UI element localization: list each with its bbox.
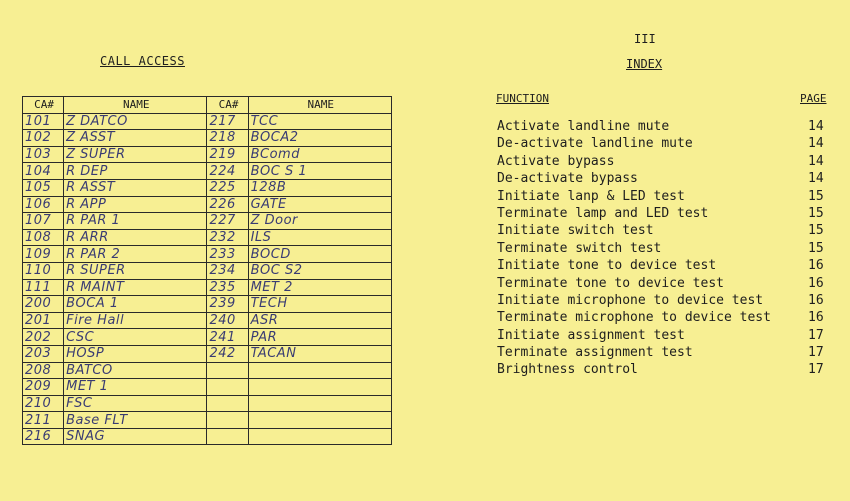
name-cell: R DEP [64,163,207,180]
header-ca-1: CA# [23,97,64,114]
index-function: Activate bypass [497,153,615,169]
ca-number-cell: 227 [207,213,248,230]
header-name-1: NAME [64,97,207,114]
name-cell: BOC S2 [248,262,391,279]
ca-number-cell: 216 [23,428,64,445]
name-cell: Z ASST [64,130,207,147]
name-cell: HOSP [64,345,207,362]
ca-number-cell: 232 [207,229,248,246]
name-cell: Base FLT [64,412,207,429]
index-function: Initiate lanp & LED test [497,188,685,204]
table-row [23,345,392,362]
table-row [23,213,392,230]
ca-number-cell: 226 [207,196,248,213]
name-cell: BOCA2 [248,130,391,147]
ca-number-cell: 110 [23,262,64,279]
index-page: 14 [808,153,824,169]
ca-number-cell [207,428,248,445]
index-function: Initiate tone to device test [497,258,717,274]
call-access-table [22,96,392,445]
table-row [23,362,392,379]
ca-number-cell: 108 [23,229,64,246]
ca-number-cell: 202 [23,329,64,346]
ca-number-cell: 105 [23,179,64,196]
index-page: 16 [808,292,824,308]
left-page-title: CALL ACCESS [100,54,185,68]
table-row [23,246,392,263]
table-row [23,229,392,246]
name-cell: R PAR 2 [64,246,207,263]
index-page: 14 [808,136,824,152]
ca-number-cell: 200 [23,296,64,313]
index-entry [497,257,832,274]
page-number: III [634,32,656,46]
ca-number-cell: 102 [23,130,64,147]
index-entry [497,361,832,378]
index-entry [497,153,832,170]
name-cell: BOCA 1 [64,296,207,313]
header-ca-2: CA# [207,97,248,114]
ca-number-cell [207,362,248,379]
ca-number-cell: 106 [23,196,64,213]
index-page: 17 [808,327,824,343]
ca-number-cell: 233 [207,246,248,263]
name-cell: PAR [248,329,391,346]
index-entry [497,275,832,292]
name-cell [248,362,391,379]
ca-number-cell: 211 [23,412,64,429]
table-row [23,179,392,196]
index-list [497,118,832,379]
name-cell: R SUPER [64,262,207,279]
index-entry [497,292,832,309]
index-function: Initiate switch test [497,223,654,239]
table-row [23,296,392,313]
name-cell: TCC [248,113,391,130]
index-page: 14 [808,171,824,187]
index-header-function: FUNCTION [496,92,549,105]
index-page: 15 [808,188,824,204]
index-page: 14 [808,119,824,134]
index-page: 15 [808,205,824,221]
index-entry [497,205,832,222]
index-function: Terminate switch test [497,240,662,256]
ca-number-cell: 242 [207,345,248,362]
index-function: Terminate lamp and LED test [497,205,709,221]
index-page: 16 [808,258,824,274]
index-entry [497,188,832,205]
index-page: 16 [808,275,824,291]
name-cell [248,379,391,396]
name-cell: Z DATCO [64,113,207,130]
ca-number-cell: 219 [207,146,248,163]
ca-number-cell: 107 [23,213,64,230]
ca-number-cell: 224 [207,163,248,180]
index-entry [497,222,832,239]
ca-number-cell [207,379,248,396]
name-cell [248,428,391,445]
name-cell: Z Door [248,213,391,230]
name-cell: GATE [248,196,391,213]
ca-number-cell: 240 [207,312,248,329]
name-cell: Z SUPER [64,146,207,163]
index-entry [497,135,832,152]
name-cell: ILS [248,229,391,246]
ca-number-cell: 208 [23,362,64,379]
name-cell: ASR [248,312,391,329]
ca-number-cell: 111 [23,279,64,296]
ca-number-cell: 104 [23,163,64,180]
index-function: Activate landline mute [497,119,670,134]
index-entry [497,240,832,257]
name-cell: SNAG [64,428,207,445]
index-function: Terminate tone to device test [497,275,724,291]
name-cell: Fire Hall [64,312,207,329]
ca-number-cell: 218 [207,130,248,147]
ca-number-cell: 209 [23,379,64,396]
table-row [23,379,392,396]
ca-number-cell: 101 [23,113,64,130]
table-row [23,312,392,329]
index-entry [497,309,832,326]
index-function: Initiate assignment test [497,327,685,343]
ca-number-cell: 234 [207,262,248,279]
name-cell: BATCO [64,362,207,379]
ca-number-cell: 203 [23,345,64,362]
table-row [23,329,392,346]
index-function: De-activate bypass [497,171,638,187]
table-row [23,262,392,279]
index-function: De-activate landline mute [497,136,693,152]
index-header-page: PAGE [800,92,827,105]
name-cell: R ASST [64,179,207,196]
ca-number-cell: 103 [23,146,64,163]
name-cell: 128B [248,179,391,196]
ca-number-cell: 201 [23,312,64,329]
name-cell: FSC [64,395,207,412]
name-cell: MET 1 [64,379,207,396]
name-cell: BOC S 1 [248,163,391,180]
table-row [23,146,392,163]
index-page: 17 [808,345,824,361]
name-cell: R ARR [64,229,207,246]
name-cell: CSC [64,329,207,346]
header-name-2: NAME [248,97,391,114]
name-cell: R PAR 1 [64,213,207,230]
index-page: 15 [808,223,824,239]
ca-number-cell: 239 [207,296,248,313]
ca-number-cell: 241 [207,329,248,346]
index-function: Initiate microphone to device test [497,292,764,308]
name-cell: MET 2 [248,279,391,296]
name-cell: R APP [64,196,207,213]
table-row [23,428,392,445]
ca-number-cell [207,395,248,412]
index-page: 16 [808,310,824,326]
ca-number-cell: 235 [207,279,248,296]
index-entry [497,118,832,135]
index-function: Terminate microphone to device test [497,310,771,326]
index-page: 17 [808,362,824,378]
table-header-row [23,97,392,114]
table-row [23,130,392,147]
ca-number-cell [207,412,248,429]
name-cell [248,395,391,412]
name-cell: TACAN [248,345,391,362]
name-cell: BComd [248,146,391,163]
table-row [23,196,392,213]
table-row [23,163,392,180]
call-access-body [23,113,392,445]
name-cell: BOCD [248,246,391,263]
index-entry [497,170,832,187]
index-page: 15 [808,240,824,256]
index-entry [497,344,832,361]
table-row [23,395,392,412]
table-row [23,113,392,130]
index-function: Brightness control [497,362,638,378]
ca-number-cell: 225 [207,179,248,196]
name-cell: TECH [248,296,391,313]
name-cell [248,412,391,429]
ca-number-cell: 109 [23,246,64,263]
table-row [23,279,392,296]
name-cell: R MAINT [64,279,207,296]
index-title: INDEX [626,57,663,71]
index-function: Terminate assignment test [497,345,693,361]
index-entry [497,327,832,344]
ca-number-cell: 217 [207,113,248,130]
table-row [23,412,392,429]
ca-number-cell: 210 [23,395,64,412]
